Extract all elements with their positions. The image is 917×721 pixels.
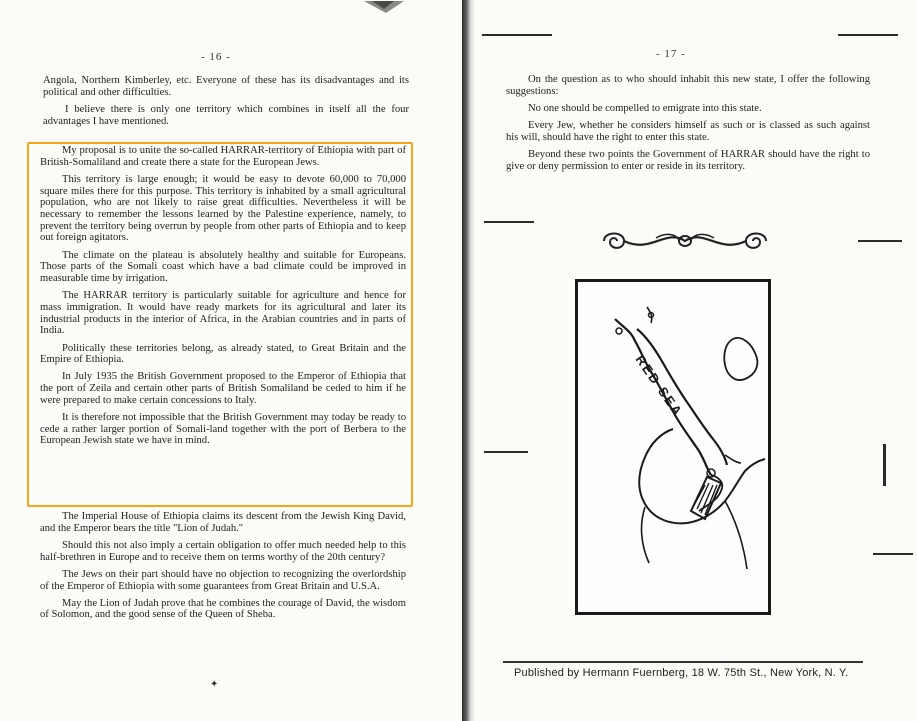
paragraph: Angola, Northern Kimberley, etc. Everyone of these has its disadvantages and its political and other difficulties. (43, 75, 409, 98)
paragraph: The Jews on their part should have no objection to recognizing the overlordship of the Emperor of Ethiopia with some guarantees from Great Britain and U.S.A. (40, 568, 406, 592)
scan-speck (883, 444, 886, 486)
decorative-scroll-ornament (596, 226, 774, 256)
paragraph: On the question as to who should inhabit this new state, I offer the following suggestions: (506, 74, 870, 97)
scan-mark (482, 34, 552, 36)
map-label-red-sea: RED SEA (632, 352, 687, 420)
paragraph: May the Lion of Judah prove that he combines the courage of David, the wisdom of Solomon, and the good sense of the Queen of Sheba. (40, 597, 406, 621)
paragraph: The Imperial House of Ethiopia claims its descent from the Jewish King David, and the Emperor bears the title "Lion of Judah." (40, 511, 406, 534)
highlight-box (27, 142, 413, 507)
scan-mark (858, 240, 902, 242)
right-text (506, 74, 870, 178)
paragraph: I believe there is only one territory which combines in itself all the four advantages I have mentioned. (43, 103, 409, 127)
paragraph: This territory is large enough; it would be easy to devote 60,000 to 70,000 square miles there for this purpose. This territory is inhabited by a small agricultural population, who are not likely to raise great difficulties. Nevertheless it will be necessary to remember the lessons learned by the Palestine experience, namely, to prevent the territory being overrun by people from other parts of Ethiopia and to keep out foreign agitators. (40, 173, 406, 244)
book-gutter (462, 0, 474, 721)
paragraph: Beyond these two points the Government of HARRAR should have the right to give or deny permission to enter or reside in its territory. (506, 149, 870, 172)
scan-mark (873, 553, 913, 555)
scan-mark (484, 221, 534, 223)
bottom-ornament-mark: ✦ (210, 679, 219, 690)
page-fold-mark (364, 0, 404, 14)
paragraph: Every Jew, whether he considers himself as such or is classed as such against his will, should have the right to enter this state. (506, 120, 870, 143)
paragraph: Should this not also imply a certain obligation to offer much needed help to this half-brethren in Europe and to receive them on terms worthy of the 20th century? (40, 539, 406, 563)
paragraph: Politically these territories belong, as already stated, to Great Britain and the Empire of Ethiopia. (40, 342, 406, 366)
scan-mark (484, 451, 528, 453)
paragraph: It is therefore not impossible that the British Government may today be ready to cede a rather larger portion of Somali-land together with the port of Berbera to the European Jewish state we have in mind. (40, 412, 406, 447)
footer-rule (503, 661, 863, 663)
page-number-right: - 17 - (656, 48, 686, 60)
scan-mark (838, 34, 898, 36)
publisher-footer: Published by Hermann Fuernberg, 18 W. 75th St., New York, N. Y. (514, 667, 849, 679)
paragraph: In July 1935 the British Government proposed to the Emperor of Ethiopia that the port of Zeila and certain other parts of British Somaliland be ceded to him if he were prepared to make certain concessions to Italy. (40, 371, 406, 406)
page-number-left: - 16 - (201, 51, 231, 63)
paragraph: The HARRAR territory is particularly suitable for agriculture and hence for mass immigration. It would have ready markets for its agricultural and later its industrial products in the interior of Africa, in the Arabian countries and in parts of India. (40, 290, 406, 337)
map-of-red-sea-region (575, 279, 771, 615)
left-text-bottom (40, 511, 406, 627)
paragraph: No one should be compelled to emigrate into this state. (528, 102, 762, 114)
paragraph: The climate on the plateau is absolutely healthy and suitable for Europeans. Those parts of the Somali coast which have a bad climate could be improved in measurable time by irrigation. (40, 249, 406, 285)
left-text-top (43, 75, 409, 133)
paragraph: My proposal is to unite the so-called HARRAR-territory of Ethiopia with part of British-Somaliland and create there a state for the European Jews. (40, 145, 406, 168)
